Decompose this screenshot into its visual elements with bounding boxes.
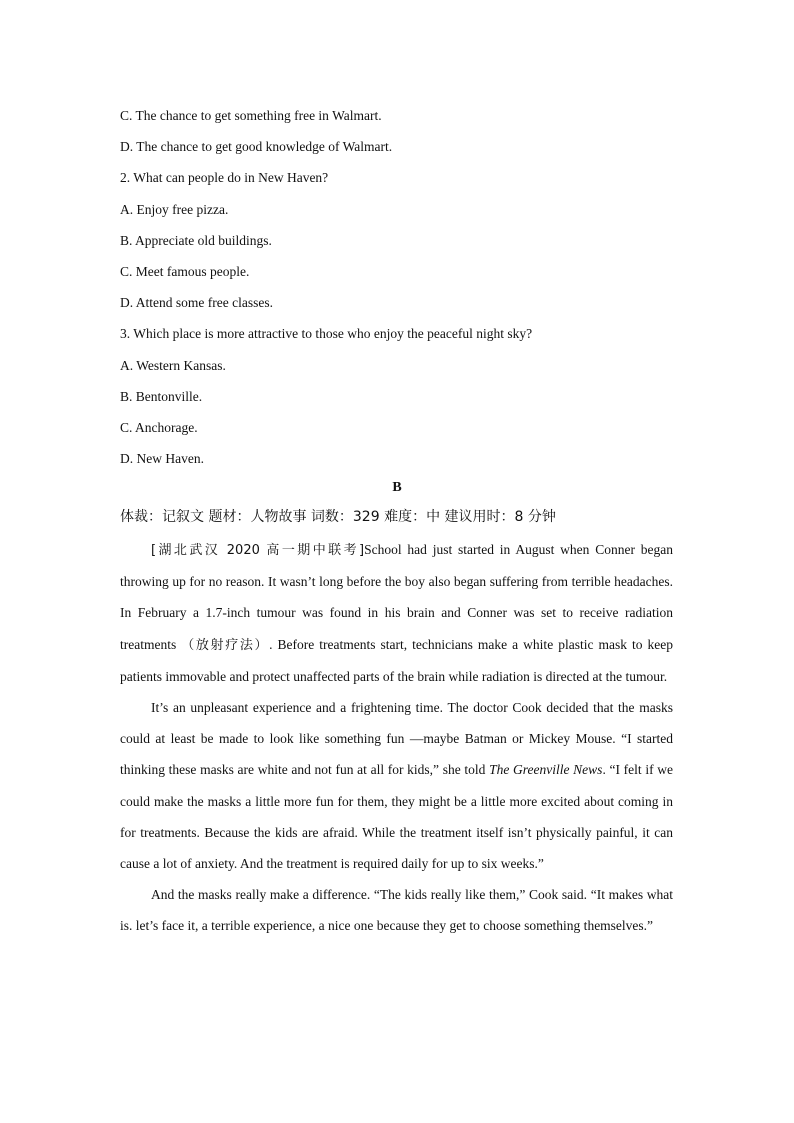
paragraph-1-text-a: School had just started in August when Conner began throwing up for no reason. It wasn’t long before the boy also began suffering from terrible headaches. In February a 1.7-inch tumour was found in his brain and Conner was set to receive radiation treatments <box>120 542 673 652</box>
q2-option-b: B. Appreciate old buildings. <box>120 232 272 248</box>
q2-option-d: D. Attend some free classes. <box>120 295 273 311</box>
q2-option-c: C. Meet famous people. <box>120 263 250 279</box>
passage-metadata: 体裁：记叙文 题材：人物故事 词数：329 难度：中 建议用时：8 分钟 <box>120 509 556 525</box>
paragraph-2-text-a: It’s an unpleasant experience and a frightening time. The doctor Cook decided that the masks could at least be made to look like something fun —maybe Batman or Mickey Mouse. “I started thinking these masks are white and not fun at all for kids,” she told <box>120 700 673 778</box>
term-gloss: （放射疗法） <box>181 637 270 653</box>
q3-option-d: D. New Haven. <box>120 451 204 467</box>
q1-option-c: C. The chance to get something free in Walmart. <box>120 108 382 123</box>
q2-option-a: A. Enjoy free pizza. <box>120 201 229 217</box>
paragraph-1-text-b: . Before treatments start, technicians make a white plastic mask to keep patients immovable and protect unaffected parts of the brain while radiation is directed at the tumour. <box>120 636 673 684</box>
section-heading: B <box>392 480 402 495</box>
q1-option-d: D. The chance to get good knowledge of Walmart. <box>120 139 393 155</box>
q3-option-b: B. Bentonville. <box>120 388 203 404</box>
q3-option-c: C. Anchorage. <box>120 419 198 435</box>
passage-source: [湖北武汉 2020 高一期中联考] <box>151 543 365 558</box>
passage-paragraph-3: And the masks really make a difference. “The kids really like them,” Cook said. “It makes what is. let’s face it, a terrible experience, a nice one because they get to choose something themselves.” <box>120 887 673 934</box>
passage-paragraph-1 <box>120 534 673 692</box>
q3-option-a: A. Western Kansas. <box>120 357 226 373</box>
question-options-block <box>120 100 680 474</box>
q3-stem: 3. Which place is more attractive to those who enjoy the peaceful night sky? <box>120 326 533 342</box>
passage-paragraph-2 <box>120 692 673 879</box>
newspaper-title: The Greenville News <box>489 762 603 778</box>
paragraph-2-text-b: . “I felt if we could make the masks a little more fun for them, they might be a little more excited about coming in for treatments. Because the kids are afraid. While the treatment itself isn’t physically painful, it can cause a lot of anxiety. And the treatment is required daily for up to six weeks.” <box>120 762 674 872</box>
reading-passage <box>120 534 673 942</box>
q2-stem: 2. What can people do in New Haven? <box>120 170 329 186</box>
